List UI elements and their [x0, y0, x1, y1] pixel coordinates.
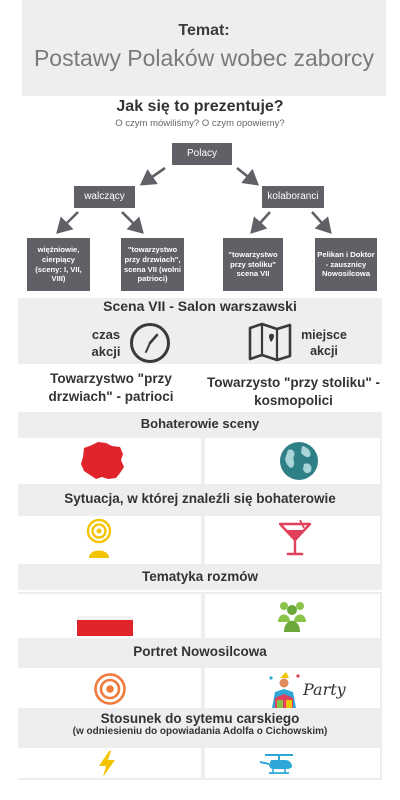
tree-branch-right: kolaboranci: [262, 186, 324, 208]
place-label: miejsce akcji: [301, 328, 347, 359]
polish-flag-icon: [77, 616, 133, 636]
helicopter-icon: [259, 753, 297, 775]
people-icon: [276, 598, 308, 634]
poland-map-icon: [78, 440, 128, 482]
section-topics-title: Tematyka rozmów: [141, 569, 259, 584]
prisoner-icon: [84, 518, 114, 560]
globe-icon: [278, 440, 320, 482]
tree-leaf-table-group: "towarzystwo przy stoliku" scena VII: [223, 238, 283, 291]
overview-subtitle: O czym mówiliśmy? O czym opowiemy?: [115, 118, 285, 129]
group-right-name: Towarzysto "przy stoliku" - kosmopolici: [206, 375, 381, 408]
topic-label: Temat:: [178, 22, 230, 39]
arrow-right-leaf4: [312, 212, 330, 232]
topic-title: Postawy Polaków wobec zaborcy: [33, 45, 375, 71]
section-attitude-title: Stosunek do sytemu carskiego: [100, 711, 300, 726]
party-label: Party: [303, 680, 346, 699]
overview-question: Jak się to prezentuje?: [116, 98, 284, 115]
topic-header: [22, 0, 386, 96]
section-situation-title: Sytuacja, w której znaleźli się bohaterowie: [64, 491, 336, 506]
tree-branch-left: walczący: [74, 186, 135, 208]
group-left-name: Towarzystwo "przy drzwiach" - patrioci: [48, 371, 174, 404]
scene-title: Scena VII - Salon warszawski: [103, 298, 297, 314]
clock-icon: [128, 321, 172, 365]
tree-leaf-door-group: "towarzystwo przy drzwiach", scena VII (wolni patrioci): [121, 238, 184, 291]
tree-root-box: Polacy: [172, 143, 232, 165]
party-icon: [268, 672, 302, 708]
map-icon: [247, 322, 293, 362]
arrow-root-right: [237, 168, 257, 184]
target-icon: [94, 673, 126, 705]
section-portrait-title: Portret Nowosilcowa: [133, 644, 267, 659]
cocktail-icon: [278, 520, 312, 558]
tree-leaf-pelikan-doktor: Pelikan i Doktor - zausznicy Nowosilcowa: [315, 238, 377, 291]
arrow-right-leaf3: [252, 212, 270, 232]
section-attitude-subtitle: (w odniesieniu do opowiadania Adolfa o Cichowskim): [72, 726, 328, 737]
section-heroes-title: Bohaterowie sceny: [140, 416, 260, 431]
tree-leaf-prisoners: więźniowie, cierpiący (sceny: I, VII, VIII): [27, 238, 90, 291]
arrow-left-leaf2: [122, 212, 142, 232]
lightning-icon: [97, 751, 117, 777]
time-label: czas akcji: [91, 327, 121, 359]
arrow-root-left: [142, 168, 165, 184]
arrow-left-leaf1: [58, 212, 78, 232]
